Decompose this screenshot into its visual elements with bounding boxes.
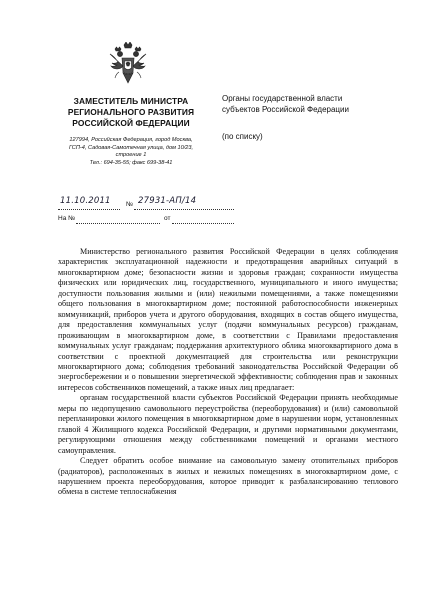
sender-address-line: 127994, Российская Федерация, город Москва,: [69, 137, 193, 143]
body-paragraph: Следует обратить особое внимание на самовольную замену отопительных приборов (радиаторов), расположенных в жилых и нежилых помещениях в многоквартирном доме, с нарушением проекта переоборудования, которое приводит к разбалансированию теплового обмена в системе теплоснабжения: [58, 456, 398, 497]
sender-address-line: ГСП-4, Садовая-Самотечная улица, дом 10/23,: [68, 144, 194, 151]
sender-address: [60, 137, 202, 167]
sender-address-line: строение 1: [115, 152, 147, 159]
reference-number-label: На №: [58, 215, 76, 222]
registration-ref-line: [58, 212, 298, 226]
recipient-block: [222, 93, 392, 142]
registration-number-label: №: [126, 201, 133, 208]
body-paragraph: органам государственной власти субъектов Российской Федерации принять необходимые меры по недопущению самовольного переустройства (переоборудования) и (или) самовольной перепланировки жилого помещения в многоквартирном доме в нарушении норм, установленных главой 4 Жилищного кодекса Российской Федерации, и другими нормативными документами, регулирующими отношения между собственниками помещений и органами местного самоуправления.: [58, 393, 398, 455]
sender-title-line: РОССИЙСКОЙ ФЕДЕРАЦИИ: [72, 118, 190, 128]
sender-block: [60, 96, 202, 167]
recipient-line: Органы государственной власти: [222, 94, 343, 103]
sender-title-line: ЗАМЕСТИТЕЛЬ МИНИСТРА: [73, 96, 189, 106]
recipient-line: субъектов Российской Федерации: [222, 105, 349, 114]
registration-date-line: [58, 198, 298, 212]
reference-date-label: от: [164, 215, 171, 222]
registration-number: 27931-АП/14: [138, 196, 197, 206]
registration-block: [58, 198, 298, 226]
body-paragraph: Министерство регионального развития Российской Федерации в целях соблюдения характеристик эксплуатационной надежности и предотвращения аварийных ситуаций в многоквартирном доме; безопасности жизни и здоровья граждан; сохранности имущества физических или юридических лиц, государственного, муниципального и иного имущества; доступности пользования жилыми и (или) нежилыми помещениями, а также помещениями общего пользования в многоквартирном доме; постоянной работоспособности инженерных коммуникаций, приборов учета и другого оборудования, входящих в состав общего имущества, для предоставления коммунальных услуг (подачи коммунальных ресурсов) гражданам, проживающим в многоквартирном доме, в соответствии с Правилами предоставления коммунальных услуг гражданам; поддержания архитектурного облика многоквартирного дома в соответствии с проектной документацией для строительства или реконструкции многоквартирного дома; соблюдения требований законодательства Российской Федерации об энергосбережении и о повышении энергетической эффективности; соблюдения прав и законных интересов собственников помещений, а также иных лиц предлагает:: [58, 247, 398, 392]
sender-title-line: РЕГИОНАЛЬНОГО РАЗВИТИЯ: [67, 107, 195, 117]
recipient-note: (по списку): [222, 132, 263, 141]
sender-address-line: Тел.: 694-35-55; факс 699-38-41: [89, 159, 173, 166]
letter-body: [58, 247, 398, 498]
registration-date: 11.10.2011: [60, 196, 111, 206]
coat-of-arms-icon: [107, 42, 149, 86]
